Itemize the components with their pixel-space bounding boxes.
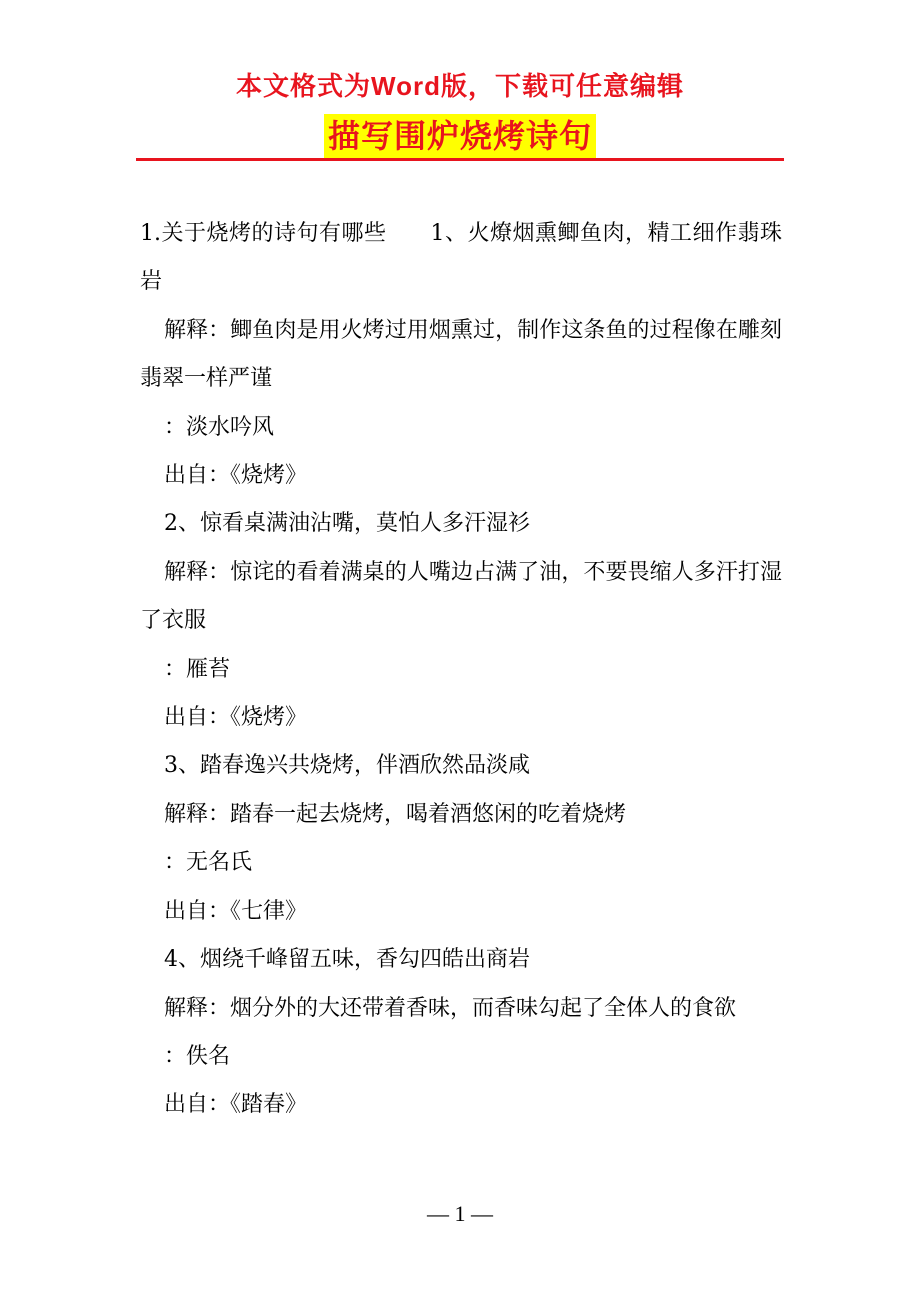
explanation-1: 解释：鲫鱼肉是用火烤过用烟熏过，制作这条鱼的过程像在雕刻翡翠一样严谨 xyxy=(140,317,782,392)
source-1: 出自：《烧烤》 xyxy=(164,463,308,489)
poem-line-1: 1、火燎烟熏鲫鱼肉，精工细作 xyxy=(430,221,738,246)
explanation-4: 解释：烟分外的大还带着香味，而香味勾起了全体人的食欲 xyxy=(164,995,737,1021)
author-4: ：佚名 xyxy=(164,1043,231,1069)
page-number: — 1 — xyxy=(427,1201,493,1226)
intro-paragraph xyxy=(140,210,782,307)
document-title: 描写围炉烧烤诗句 xyxy=(324,114,596,158)
intro-heading: 1.关于烧烤的诗句有哪些 xyxy=(140,221,387,246)
author-1: ：淡水吟风 xyxy=(164,414,275,440)
title-divider xyxy=(136,158,784,161)
document-body xyxy=(140,210,782,1130)
format-banner: 本文格式为Word版，下载可任意编辑 xyxy=(236,71,684,101)
poem-line-4: 4、烟绕千峰留五味，香勾四皓出商岩 xyxy=(164,947,530,973)
source-4: 出自：《踏春》 xyxy=(164,1092,308,1118)
title-container xyxy=(0,114,920,158)
explanation-2: 解释：惊诧的看着满桌的人嘴边占满了油，不要畏缩人多汗打湿了衣服 xyxy=(140,559,782,634)
source-3: 出自：《七律》 xyxy=(164,898,308,924)
author-2: ：雁苔 xyxy=(164,656,231,682)
poem-line-1-cont: 翡珠岩 xyxy=(140,221,782,295)
poem-line-2: 2、惊看桌满油沾嘴，莫怕人多汗湿衫 xyxy=(164,511,530,537)
explanation-3: 解释：踏春一起去烧烤，喝着酒悠闲的吃着烧烤 xyxy=(164,801,627,827)
source-2: 出自：《烧烤》 xyxy=(164,705,308,731)
author-3: ：无名氏 xyxy=(164,850,253,876)
poem-line-3: 3、踏春逸兴共烧烤，伴酒欣然品淡咸 xyxy=(164,753,530,779)
